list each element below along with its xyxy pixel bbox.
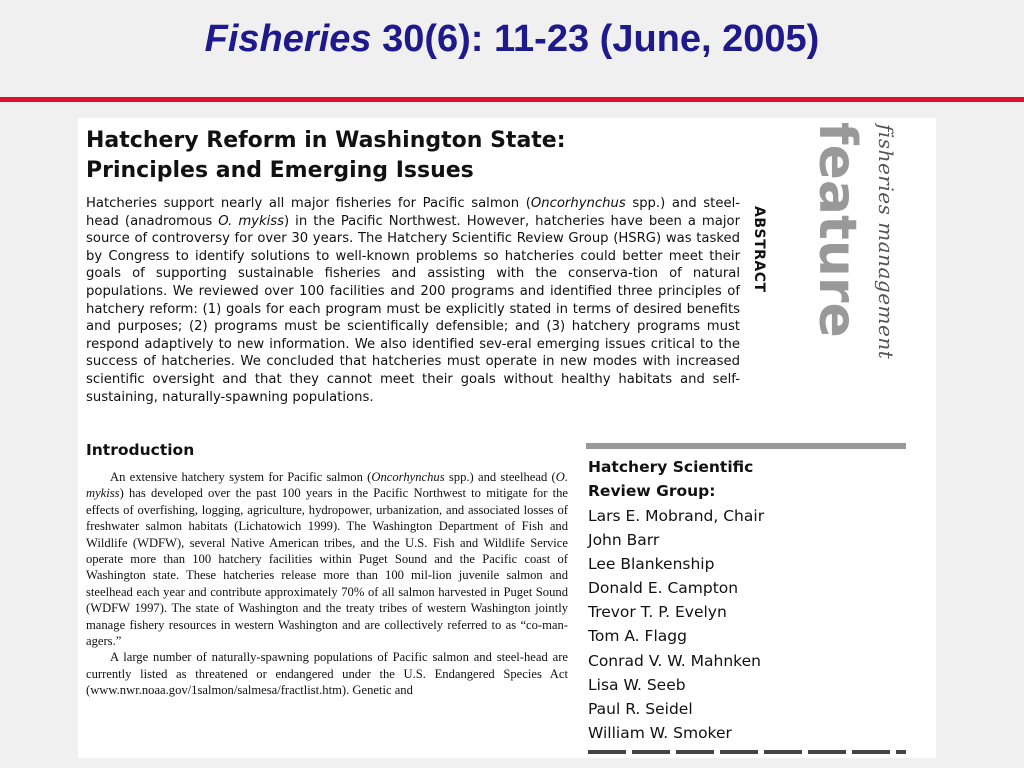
member-name: Conrad V. W. Mahnken: [588, 651, 761, 670]
intro-paragraph: A large number of naturally-spawning populations of Pacific salmon and steel-head are currently listed as threatened or endangered under the U.S. Endangered Species Act (www.nwr.noaa.gov/1salmon/salmesa/fractlist.htm). Genetic and: [86, 650, 568, 698]
intro-body: [86, 469, 568, 699]
member-name: Tom A. Flagg: [588, 627, 687, 646]
abstract-label: ABSTRACT: [751, 206, 767, 293]
member-name: Lars E. Mobrand, Chair: [588, 507, 765, 525]
title-divider: [0, 97, 1024, 102]
article-title-line2: Principles and Emerging Issues: [86, 158, 474, 183]
section-label: fisheries management: [874, 124, 898, 360]
abstract-genus: Oncorhynchus: [530, 196, 626, 211]
member-name: Donald E. Campton: [588, 579, 739, 598]
intro-species: O. mykiss: [86, 470, 568, 501]
feature-label: feature: [807, 122, 867, 338]
journal-name: Fisheries: [204, 18, 372, 60]
slide-title: [0, 18, 1024, 61]
member-name: John Barr: [588, 531, 660, 550]
intro-part: ) has developed over the past 100 years in the Pacific Northwest to mitigate for the effects of overfishing, logging, agriculture, hydropower, urbanization, and associated losses of freshwater salmon habitats (Lichatowich 1999). The Washington Department of Fish and Wildlife (WDFW), several Native American tribes, and the U.S. Fish and Wildlife Service operate more than 100 hatchery facilities within Puget Sound and the Pacific coast of Washington state. These hatcheries release more than 100 mil-lion juvenile salmon and steelhead each year and contribute approximately 70% of all salmon harvested in Puget Sound (WDFW 1997). The state of Washington and the treaty tribes of western Washington jointly manage fishery resources in western Washington and are collectively referred to as “co-man-agers.”: [86, 486, 568, 649]
article-page-image: [78, 118, 936, 758]
member-list: [588, 504, 764, 745]
intro-part: spp.) and steelhead (: [444, 470, 556, 484]
sidebar-heading-line1: Hatchery Scientific: [588, 458, 754, 476]
journal-citation: 30(6): 11-23 (June, 2005): [382, 18, 820, 60]
abstract-species: O. mykiss: [218, 213, 285, 229]
intro-genus: Oncorhynchus: [371, 470, 445, 484]
intro-paragraph: [86, 469, 568, 649]
member-name: William W. Smoker: [588, 723, 732, 742]
article-title: [86, 126, 726, 186]
sidebar-rule: [586, 443, 906, 449]
member-name: Lisa W. Seeb: [588, 675, 686, 694]
intro-part: An extensive hatchery system for Pacific salmon (: [110, 470, 372, 484]
sidebar-heading: [588, 455, 753, 503]
abstract-part: ) in the Pacific Northwest. However, hatcheries have been a major source of controversy for over 30 years. The Hatchery Scientific Review Group (HSRG) was tasked by Congress to identify solutions to well-known problems so hatcheries could better meet their goals of supporting sustainable fisheries and assisting with the conserva-tion of natural populations. We reviewed over 100 facilities and 200 programs and identified three principles of hatchery reform: (1) goals for each program must be explicitly stated in terms of desired benefits and purposes; (2) programs must be scientifically defensible; and (3) hatchery programs must respond adaptively to new information. We also identified sev-eral emerging issues critical to the success of hatcheries. We concluded that hatcheries must operate in new modes with increased scientific oversight and that they cannot meet their goals without healthy habitats and self-sustaining, naturally-spawning populations.: [86, 213, 741, 405]
cut-off-text-line: [588, 750, 906, 754]
abstract-part: Hatcheries support nearly all major fisheries for Pacific salmon (: [86, 196, 531, 211]
abstract-text: [86, 195, 740, 406]
member-name: Paul R. Seidel: [588, 699, 693, 718]
member-name: Trevor T. P. Evelyn: [588, 603, 727, 622]
member-name: Lee Blankenship: [588, 555, 715, 574]
sidebar-heading-line2: Review Group:: [588, 482, 716, 500]
intro-heading: Introduction: [86, 441, 195, 459]
article-title-line1: Hatchery Reform in Washington State:: [86, 128, 566, 153]
abstract-part: spp.) and steel-head (anadromous: [86, 196, 740, 229]
